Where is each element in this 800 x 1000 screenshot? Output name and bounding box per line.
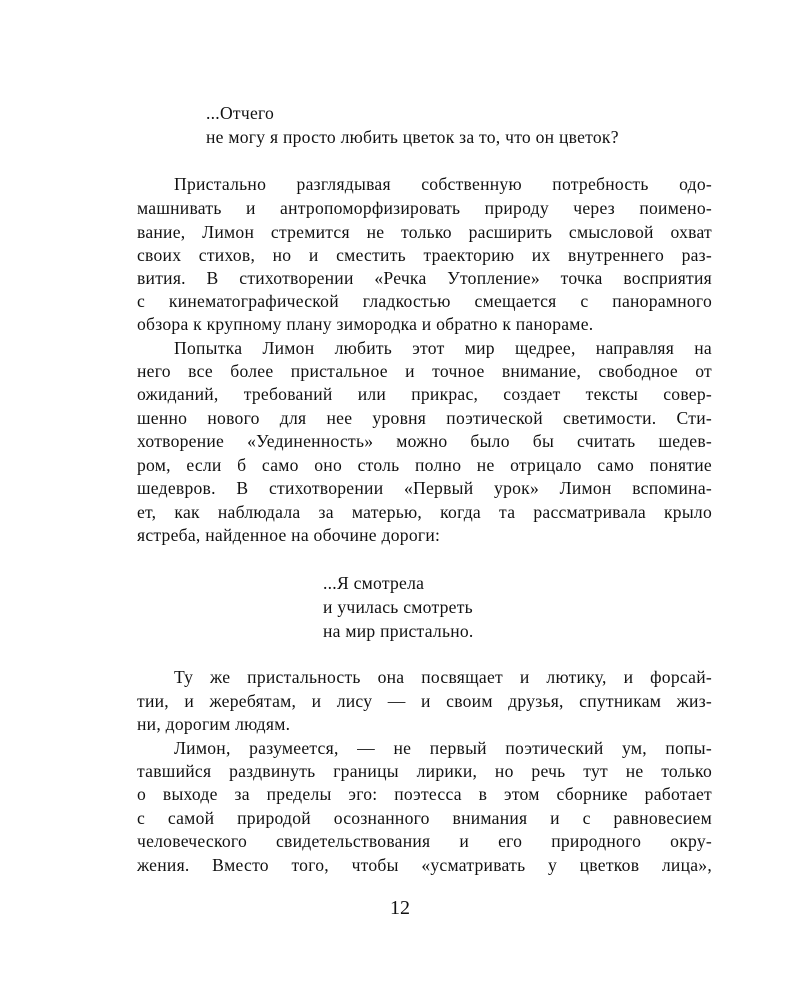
page-number: 12 — [390, 897, 410, 919]
epigraph-line: не могу я просто любить цветок за то, что он цветок? — [206, 127, 619, 147]
paragraph-line: вание, Лимон стремится не только расширить смысловой охват — [137, 222, 712, 242]
paragraph-line: шедевров. В стихотворении «Первый урок» Лимон вспомина- — [137, 478, 712, 498]
paragraph-line: ет, как наблюдала за матерью, когда та рассматривала крыло — [137, 502, 712, 522]
paragraph-line: машнивать и антропоморфизировать природу через поимено- — [137, 198, 712, 218]
paragraph-line: ожиданий, требований или прикрас, создает тексты совер- — [137, 384, 712, 404]
paragraph-line: шенно нового для нее уровня поэтической светимости. Сти- — [137, 408, 712, 428]
paragraph-line: жения. Вместо того, чтобы «усматривать у цветков лица», — [137, 855, 712, 875]
paragraph-line: о выходе за пределы эго: поэтесса в этом сборнике работает — [137, 784, 712, 804]
paragraph-line: своих стихов, но и сместить траекторию их внутреннего раз- — [137, 245, 712, 265]
paragraph-line: Пристально разглядывая собственную потребность одо- — [174, 174, 712, 194]
paragraph-line: Лимон, разумеется, — не первый поэтический ум, попы- — [174, 738, 712, 758]
paragraph-line: человеческого свидетельствования и его природного окру- — [137, 831, 712, 851]
paragraph-line: него все более пристальное и точное внимание, свободное от — [137, 361, 712, 381]
paragraph-line: с кинематографической гладкостью смещается с панорамного — [137, 291, 712, 311]
paragraph-line: тии, и жеребятам, и лису — и своим друзья, спутникам жиз- — [137, 691, 712, 711]
paragraph-line: Ту же пристальность она посвящает и лютику, и форсай- — [174, 667, 712, 687]
paragraph-line: Попытка Лимон любить этот мир щедрее, направляя на — [174, 338, 712, 358]
paragraph-line: ни, дорогим людям. — [137, 714, 291, 734]
paragraph-line: ром, если б само оно столь полно не отрицало само понятие — [137, 455, 712, 475]
poem-line: и училась смотреть — [323, 597, 473, 617]
poem-line: ...Я смотрела — [323, 573, 425, 593]
paragraph-line: вития. В стихотворении «Речка Утопление» точка восприятия — [137, 268, 712, 288]
epigraph-line: ...Отчего — [206, 103, 275, 123]
paragraph-line: ястреба, найденное на обочине дороги: — [137, 525, 441, 545]
poem-line: на мир пристально. — [323, 621, 474, 641]
paragraph-line: хотворение «Уединенность» можно было бы считать шедев- — [137, 431, 712, 451]
paragraph-line: тавшийся раздвинуть границы лирики, но речь тут не только — [137, 761, 712, 781]
paragraph-line: с самой природой осознанного внимания и с равновесием — [137, 808, 712, 828]
paragraph-line: обзора к крупному плану зимородка и обратно к панораме. — [137, 314, 594, 334]
